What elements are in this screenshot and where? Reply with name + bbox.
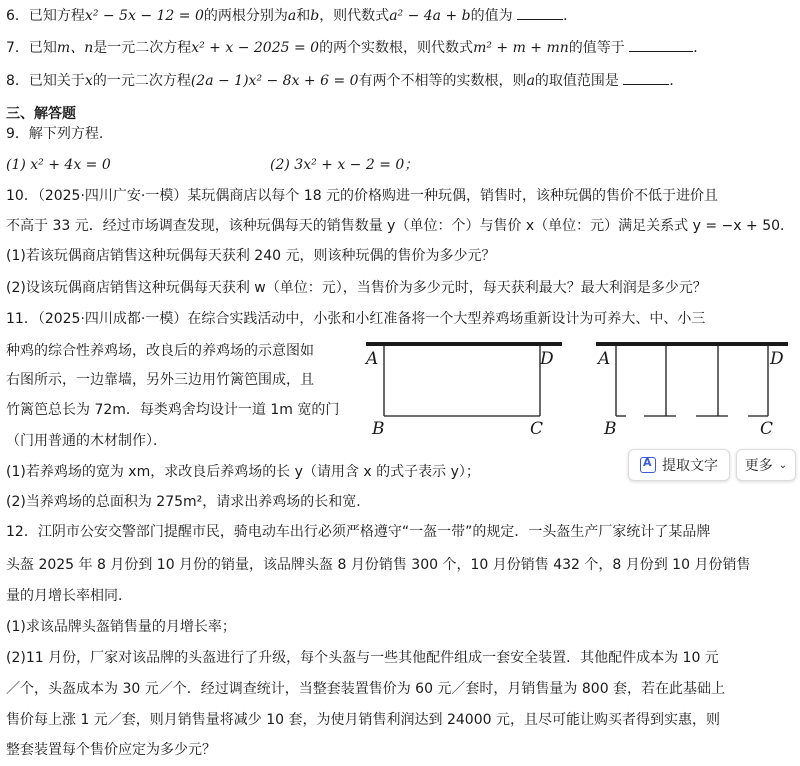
question-10-line-2: 不高于 33 元．经过市场调查发现，该种玩偶每天的销售数量 y（单位：个）与售价 x（单位：元）满足关系式 y = −x + 50．: [6, 218, 795, 234]
label-D: D: [770, 349, 784, 369]
question-12-line-2: 头盔 2025 年 8 月份到 10 月份的销量，该品牌头盔 8 月份销售 300 个，10 月份销售 432 个，8 月份到 10 月份销售: [6, 557, 751, 573]
more-button[interactable]: 更多 ⌄: [736, 449, 796, 481]
wall-line: [596, 342, 788, 346]
extract-text-button[interactable]: A 提取文字: [628, 449, 730, 481]
label-B: B: [604, 419, 617, 439]
question-11-line-4: 竹篱笆总长为 72m．每类鸡舍均设计一道 1m 宽的门: [6, 402, 340, 418]
figure-original-enclosure: [362, 338, 572, 447]
question-12-line-3: 量的月增长率相同.: [6, 588, 123, 604]
label-C: C: [760, 419, 774, 439]
question-11-part-2: (2)当养鸡场的总面积为 275m²，请求出养鸡场的长和宽．: [6, 494, 371, 510]
text-scan-icon: [640, 457, 656, 473]
question-9-title: 9．解下列方程.: [6, 126, 104, 142]
question-12-part-2-line-4: 整套装置每个售价应定为多少元？: [6, 742, 216, 758]
question-11-line-2: 种鸡的综合性养鸡场，改良后的养鸡场的示意图如: [6, 343, 314, 359]
question-11-line-1: 11．（2025·四川成都·一模）在综合实践活动中，小张和小红准备将一个大型养鸡场重新设计为可养大、中、小三: [6, 311, 706, 327]
question-6: 6．已知方程x² − 5x − 12 = 0的两根分别为a和b，则代数式a² − 4a + b的值为 ．: [6, 5, 577, 26]
label-D: D: [540, 349, 554, 369]
question-10-line-1: 10．（2025·四川广安·一模）某玩偶商店以每个 18 元的价格购进一种玩偶，销售时，该种玩偶的售价不低于进价且: [6, 188, 719, 204]
wall-line: [366, 342, 562, 346]
section-heading: 三、解答题: [6, 106, 76, 122]
question-10-part-2: (2)设该玩偶商店销售这种玩偶每天获利 w（单位：元），当售价为多少元时，每天获利最大？最大利润是多少元？: [6, 280, 707, 296]
question-12-part-2-line-3: 售价每上涨 1 元／套，则月销售量将减少 10 套，为使月销售利润达到 24000 元，且尽可能让购买者得到实惠，则: [6, 712, 720, 728]
question-11-part-1: (1)若养鸡场的宽为 xm，求改良后养鸡场的长 y（请用含 x 的式子表示 y）；: [6, 464, 480, 480]
question-9-part-1: (1) x² + 4x = 0: [6, 157, 111, 173]
answer-blank: [623, 70, 669, 85]
question-10-part-1: (1)若该玩偶商店销售这种玩偶每天获利 240 元，则该种玩偶的售价为多少元？: [6, 248, 496, 264]
question-11-line-3: 右图所示，一边靠墙，另外三边用竹篱笆围成，且: [6, 372, 314, 388]
question-8: 8．已知关于x的一元二次方程(2a − 1)x² − 8x + 6 = 0有两个不相等的实数根，则a的取值范围是 ．: [6, 70, 683, 91]
question-12-part-1: (1)求该品牌头盔销售量的月增长率；: [6, 619, 236, 635]
question-12-part-2-line-1: (2)11 月份，厂家对该品牌的头盔进行了升级，每个头盔与一些其他配件组成一套安全装置．其他配件成本为 10 元: [6, 650, 719, 666]
answer-blank: [629, 37, 693, 52]
question-7: 7．已知m、n是一元二次方程x² + x − 2025 = 0的两个实数根，则代数式m² + m + mn的值等于 ．: [6, 37, 707, 58]
chevron-down-icon: ⌄: [778, 459, 788, 471]
label-B: B: [372, 419, 385, 439]
label-C: C: [530, 419, 544, 439]
question-12-part-2-line-2: ／个，头盔成本为 30 元／个．经过调查统计，当整套装置售价为 60 元／套时，月销售量为 800 套，若在此基础上: [6, 681, 726, 697]
answer-blank: [517, 5, 563, 20]
label-A: A: [598, 349, 611, 369]
question-9-part-2: (2) 3x² + x − 2 = 0；: [270, 157, 419, 173]
figure-redesigned-enclosure: [592, 338, 792, 447]
label-A: A: [366, 349, 379, 369]
question-11-line-5: （门用普通的木材制作）．: [6, 433, 167, 449]
question-12-line-1: 12．江阴市公安交警部门提醒市民，骑电动车出行必须严格遵守“一盔一带”的规定．一头盔生产厂家统计了某品牌: [6, 524, 711, 540]
